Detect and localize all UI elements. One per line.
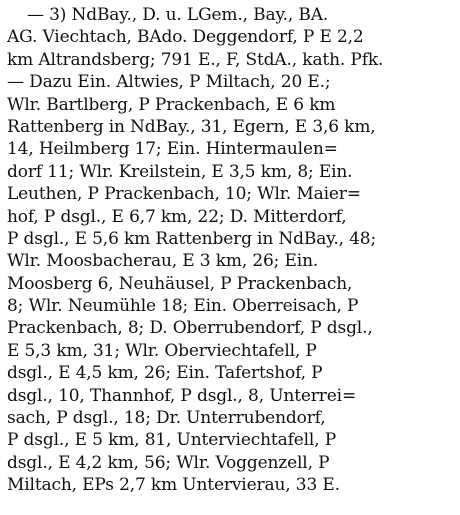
text-line: dsgl., E 4,5 km, 26; Ein. Tafertshof, P [7,363,323,384]
text-line: dsgl., E 4,2 km, 56; Wlr. Voggenzell, P [7,452,330,473]
text-line: 8; Wlr. Neumühle 18; Ein. Oberreisach, P [7,296,359,317]
text-line: hof, P dsgl., E 6,7 km, 22; D. Mitterdorf, [7,206,347,227]
text-line: Rattenberg in NdBay., 31, Egern, E 3,6 km, [7,116,376,137]
text-line: Wlr. Moosbacherau, E 3 km, 26; Ein. [7,251,319,272]
text-line: E 5,3 km, 31; Wlr. Oberviechtafell, P [7,340,317,361]
gazetteer-entry [7,4,457,497]
text-line: P dsgl., E 5 km, 81, Unterviechtafell, P [7,430,336,451]
text-line: sach, P dsgl., 18; Dr. Unterrubendorf, [7,408,326,429]
text-line: Moosberg 6, Neuhäusel, P Prackenbach, [7,273,353,294]
text-line: — Dazu Ein. Altwies, P Miltach, 20 E.; [7,72,331,93]
text-line: dorf 11; Wlr. Kreilstein, E 3,5 km, 8; Ein. [7,161,353,182]
text-line: Miltach, EPs 2,7 km Untervierau, 33 E. [7,475,340,496]
text-line: P dsgl., E 5,6 km Rattenberg in NdBay., 48; [7,228,377,249]
text-line: Leuthen, P Prackenbach, 10; Wlr. Maier= [7,184,361,205]
text-line: Wlr. Bartlberg, P Prackenbach, E 6 km [7,94,336,115]
text-line: dsgl., 10, Thannhof, P dsgl., 8, Unterrei= [7,385,357,406]
text-line: AG. Viechtach, BAdo. Deggendorf, P E 2,2 [7,27,364,48]
text-line: 14, Heilmberg 17; Ein. Hintermaulen= [7,139,338,160]
text-line: — 3) NdBay., D. u. LGem., Bay., BA. [27,5,329,25]
text-line: Prackenbach, 8; D. Oberrubendorf, P dsgl., [7,318,373,339]
text-line: km Altrandsberg; 791 E., F, StdA., kath. Pfk. [7,49,384,70]
